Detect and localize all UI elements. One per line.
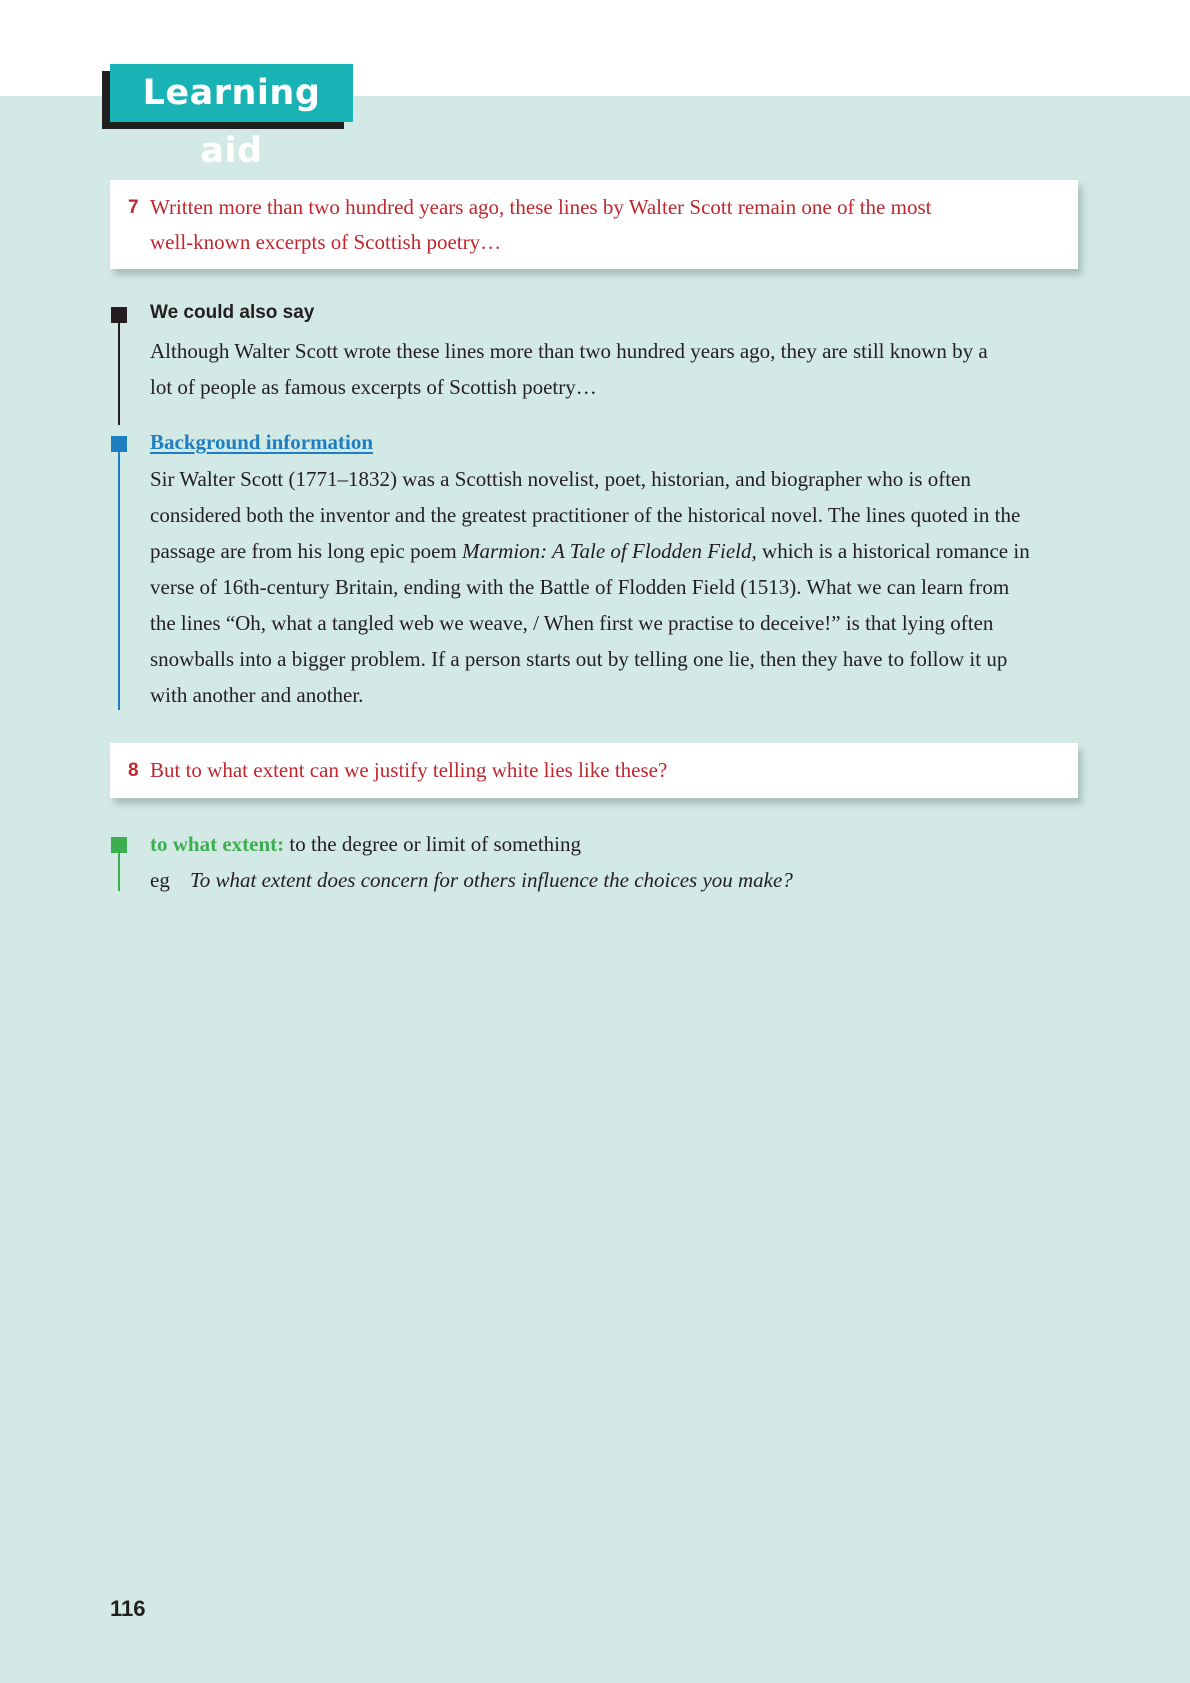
background-information-heading: Background information — [150, 430, 374, 454]
section-rule — [118, 315, 120, 425]
text-line: verse of 16th-century Britain, ending with the Battle of Flodden Field (1513). What we can learn from — [150, 575, 1010, 599]
text-line: snowballs into a bigger problem. If a person starts out by telling one lie, then they have to follow it up — [150, 647, 1008, 671]
example-label: eg — [150, 868, 170, 892]
text-line: lot of people as famous excerpts of Scottish poetry… — [150, 375, 597, 399]
text-line: considered both the inventor and the greatest practitioner of the historical novel. The lines quoted in the — [150, 503, 1021, 527]
vocabulary-entry — [150, 826, 1080, 898]
question-line: Written more than two hundred years ago, these lines by Walter Scott remain one of the most — [150, 195, 932, 219]
text-line: Sir Walter Scott (1771–1832) was a Scottish novelist, poet, historian, and biographer who is often — [150, 467, 971, 491]
example-sentence: To what extent does concern for others influence the choices you make? — [190, 868, 793, 892]
vocabulary-definition-line — [150, 826, 1080, 862]
could-also-say-text — [150, 333, 1080, 405]
section-rule — [118, 444, 120, 710]
question-number: 8 — [128, 760, 139, 781]
page-number: 116 — [110, 1596, 146, 1621]
text-line: the lines “Oh, what a tangled web we weave, / When first we practise to deceive!” is that lying often — [150, 611, 994, 635]
question-text: But to what extent can we justify telling white lies like these? — [150, 758, 668, 782]
vocabulary-term: to what extent: — [150, 832, 285, 856]
text-line: Although Walter Scott wrote these lines more than two hundred years ago, they are still known by a — [150, 339, 988, 363]
vocabulary-definition: to the degree or limit of something — [284, 832, 581, 856]
text-span: passage are from his long epic poem — [150, 539, 462, 563]
poem-title: Marmion: A Tale of Flodden Field — [462, 539, 752, 563]
could-also-say-heading: We could also say — [150, 302, 315, 323]
question-text — [150, 190, 1018, 260]
background-information-text — [150, 461, 1080, 713]
section-rule — [118, 845, 120, 891]
page-title: Learning aid — [110, 64, 353, 122]
vocabulary-example-line — [150, 862, 1080, 898]
question-box-8 — [110, 743, 1078, 798]
text-span: , which is a historical romance in — [751, 539, 1030, 563]
question-box-7 — [110, 180, 1078, 269]
text-line: with another and another. — [150, 683, 364, 707]
text-line — [150, 533, 1080, 569]
question-number: 7 — [128, 197, 139, 218]
question-line: well-known excerpts of Scottish poetry… — [150, 230, 502, 254]
